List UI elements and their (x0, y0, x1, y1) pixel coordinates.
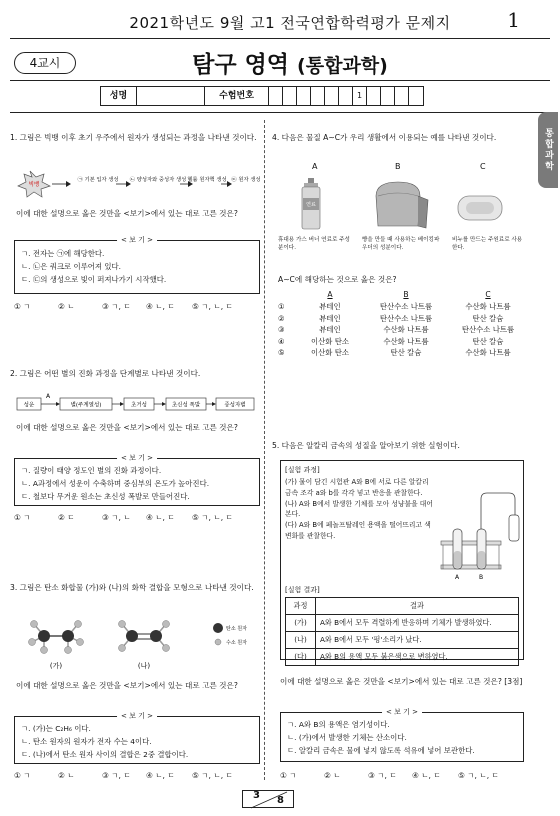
q1-stem: 1. 그림은 빅뱅 이후 초기 우주에서 원자가 생성되는 과정을 나타낸 것이다. (10, 133, 257, 142)
q2-bogi-item: ㄴ. A과정에서 성운이 수축하며 중심부의 온도가 높아진다. (21, 479, 210, 488)
q3-stem: 3. 그림은 탄소 화합물 (가)와 (나)의 화학 결합을 모형으로 나타낸 것이다. (10, 583, 254, 592)
q4-answer-cell: ⑤ (278, 348, 285, 357)
q1-option[interactable]: ① ㄱ (14, 302, 31, 311)
q5-option[interactable]: ④ ㄴ, ㄷ (412, 771, 441, 780)
q2-flow-label-3: 초신성 폭발 (171, 402, 201, 409)
q3-molecule-diagram (14, 612, 264, 672)
q5-bogi-item: ㄷ. 알칼리 금속은 물에 넣지 않도록 석유에 넣어 보관한다. (287, 746, 475, 755)
q4-answer-row[interactable] (278, 313, 528, 325)
q3-bogi-item: ㄷ. (나)에서 탄소 원자 사이의 결합은 2중 결합이다. (21, 750, 189, 759)
q4-header-b: B (403, 290, 409, 299)
exam-number-cell (283, 87, 297, 105)
q4-table-rows (278, 301, 528, 359)
soap-icon (458, 196, 502, 220)
q2-option[interactable]: ⑤ ㄱ, ㄴ, ㄷ (192, 513, 233, 522)
q3-question: 이에 대한 설명으로 옳은 것만을 <보기>에서 있는 대로 고른 것은? (16, 681, 238, 690)
q1-option[interactable]: ③ ㄱ, ㄷ (102, 302, 131, 311)
column-divider (264, 120, 265, 780)
q4-answer-cell: ② (278, 313, 285, 323)
q5-apparatus-svg (437, 489, 521, 581)
q5-result-row (286, 632, 519, 649)
exam-number-cell (297, 87, 311, 105)
q5-result-table (285, 597, 519, 666)
q4-answer-cell: 탄산 칼슘 (472, 313, 504, 323)
q4-item-caption: 휴대용 가스 버너 연료로 주성분이다. (278, 237, 350, 251)
q2-flow-arrow-label: A (45, 393, 51, 400)
q1-options (14, 301, 262, 312)
q3-bogi-item: ㄱ. (가)는 C₂H₆ 이다. (21, 724, 91, 733)
q5-result-text: A와 B에서 모두 '펑'소리가 났다. (316, 632, 519, 649)
q2-flow-svg (16, 392, 256, 414)
q2-flow-label-2: 초거성 (131, 402, 147, 409)
q1-flow-arrowhead (66, 181, 71, 187)
q5-process-step: (나) A와 B에서 발생한 기체를 모아 성냥불을 대어본다. (285, 499, 433, 519)
q4-answer-cell: 탄산수소 나트륨 (379, 313, 433, 323)
q4-header-a: A (327, 290, 333, 299)
q5-question: 이에 대한 설명으로 옳은 것만을 <보기>에서 있는 대로 고른 것은? [3점] (280, 677, 523, 686)
q4-answer-row[interactable] (278, 324, 528, 336)
body-top-rule (10, 112, 550, 113)
exam-number-cell (325, 87, 339, 105)
q5-process-step: (가) 물이 담긴 시험관 A와 B에 서로 다른 알칼리 금속 조각 a와 b를 각각 넣고 반응을 관찰한다. (285, 478, 429, 497)
q5-stem: 5. 다음은 알칼리 금속의 성질을 알아보기 위한 실험이다. (272, 441, 460, 450)
page-total: 8 (277, 795, 284, 806)
carbon-legend-icon (213, 623, 223, 633)
exam-number-cell (311, 87, 325, 105)
q4-answer-cell: 수산화 나트륨 (383, 325, 429, 334)
q2-option[interactable]: ① ㄱ (14, 513, 31, 522)
q5-result-header: 결과 (316, 598, 519, 615)
q2-option[interactable]: ④ ㄴ, ㄷ (146, 513, 175, 522)
q4-table-header (278, 290, 528, 301)
q4-item-letter: B (395, 162, 401, 171)
q2-bogi-title: < 보 기 > (117, 453, 157, 463)
q4-stem: 4. 다음은 물질 A~C가 우리 생활에서 이용되는 예를 나타낸 것이다. (272, 133, 497, 142)
q2-bogi-box (14, 454, 260, 506)
q1-option[interactable]: ④ ㄴ, ㄷ (146, 302, 175, 311)
q5-result-step: (다) (286, 649, 316, 666)
q4-item-letter: C (480, 162, 486, 171)
q3-molecule-svg (14, 612, 264, 672)
exam-number-cell (367, 87, 381, 105)
q5-option[interactable]: ⑤ ㄱ, ㄴ, ㄷ (458, 771, 499, 780)
gas-can-icon (302, 178, 320, 229)
q3-option[interactable]: ② ㄴ (58, 771, 75, 780)
q2-flow-diagram (16, 392, 256, 414)
q5-result-row (286, 649, 519, 666)
q3-bogi-title: < 보 기 > (117, 711, 157, 721)
q3-bogi-box (14, 712, 260, 764)
q5-result-step: (나) (286, 632, 316, 649)
q4-question: A~C에 해당하는 것으로 옳은 것은? (278, 275, 397, 284)
subject-title (120, 46, 460, 79)
q5-option[interactable]: ② ㄴ (324, 771, 341, 780)
q4-answer-cell: 뷰테인 (319, 325, 341, 334)
q2-bogi-item: ㄱ. 질량이 태양 정도인 별의 진화 과정이다. (21, 466, 162, 475)
session-badge: 4교시 (14, 52, 76, 74)
q1-bogi-item: ㄱ. 전자는 ㉠에 해당한다. (21, 249, 105, 258)
q4-items-svg (272, 174, 528, 234)
q4-answer-cell: 수산화 나트륨 (465, 302, 511, 311)
q1-bogi-box (14, 236, 260, 294)
q4-answer-cell: ④ (278, 336, 285, 346)
q4-answer-row[interactable] (278, 336, 528, 348)
q1-flow-diagram (10, 168, 260, 198)
q2-flow-label-1: 별(주계열성) (70, 402, 102, 409)
q5-result-title: [실험 결과] (285, 586, 320, 594)
q1-flow-label-3: 헬륨 원자핵 생성 (187, 177, 227, 183)
q5-tube-label-a: A (454, 574, 460, 581)
q5-result-row (286, 615, 519, 632)
exam-number-cell (269, 87, 283, 105)
q4-answer-cell: 수산화 나트륨 (465, 348, 511, 357)
q1-bogi-title: < 보 기 > (117, 235, 157, 245)
q4-answer-cell: 이산화 탄소 (310, 348, 350, 357)
q4-answer-cell: 뷰테인 (319, 302, 341, 311)
name-label: 성명 (101, 87, 137, 105)
ethane-model (29, 621, 84, 654)
ethene-model (119, 621, 170, 652)
exam-title: 2021학년도 9월 고1 전국연합학력평가 문제지 (129, 14, 451, 32)
page-indicator (242, 790, 294, 808)
q4-item-caption: 비누를 만드는 주원료로 사용한다. (452, 237, 523, 251)
q4-answer-cell: 수산화 나트륨 (383, 336, 429, 346)
q5-process-step: (다) A와 B에 페놀프탈레인 용액을 떨어뜨리고 색 변화를 관찰한다. (285, 521, 431, 540)
q5-option[interactable]: ① ㄱ (280, 771, 297, 780)
q2-bogi-item: ㄷ. 철보다 무거운 원소는 초신성 폭발로 만들어진다. (21, 492, 190, 501)
q4-answer-cell: 탄산 칼슘 (390, 348, 422, 357)
q1-flow-label-2: ㉡ 양성자와 중성자 생성 (129, 177, 187, 183)
page-indicator-slash (243, 791, 295, 809)
q3-option[interactable]: ④ ㄴ, ㄷ (146, 771, 175, 780)
page-number: 1 (507, 8, 520, 32)
q4-items-figure (272, 160, 528, 270)
q4-item-caption: 빵을 만들 때 사용하는 베이킹파우더의 성분이다. (362, 237, 440, 251)
q4-header-c: C (485, 290, 491, 299)
q5-process-list (285, 477, 435, 542)
exam-number-cell: 1 (353, 87, 367, 105)
q1-flow-label-0: 빅뱅 (28, 182, 40, 188)
q5-tube-label-b: B (478, 574, 484, 581)
q2-option[interactable]: ② ㄷ (58, 513, 75, 522)
q2-question: 이에 대한 설명으로 옳은 것만을 <보기>에서 있는 대로 고른 것은? (16, 423, 238, 432)
q1-option[interactable]: ② ㄴ (58, 302, 75, 311)
q2-options (14, 512, 262, 523)
exam-number-cell (339, 87, 353, 105)
q4-answer-table (278, 290, 528, 359)
exam-number-cell (409, 87, 423, 105)
q1-question: 이에 대한 설명으로 옳은 것만을 <보기>에서 있는 대로 고른 것은? (16, 209, 238, 218)
q5-result-text: A와 B의 용액 모두 붉은색으로 변하였다. (316, 649, 519, 666)
hydrogen-legend-icon (215, 639, 221, 645)
q4-answer-cell: 탄산수소 나트륨 (461, 325, 515, 334)
q3-label-na: (나) (137, 662, 151, 670)
bread-icon (376, 182, 428, 228)
q4-answer-cell: 탄산수소 나트륨 (379, 302, 433, 311)
q1-bogi-item: ㄷ. ㉢의 생성으로 빛이 퍼져나가기 시작했다. (21, 275, 167, 284)
q3-bogi-item: ㄴ. 탄소 원자의 원자가 전자 수는 4이다. (21, 737, 152, 746)
q5-result-step: (가) (286, 615, 316, 632)
subject-main: 탐구 영역 (192, 52, 290, 78)
name-field (137, 87, 205, 105)
q4-answer-cell: 이산화 탄소 (310, 336, 350, 346)
q4-answer-row[interactable] (278, 347, 528, 359)
subject-rule (10, 80, 550, 81)
q3-label-ga: (가) (49, 662, 63, 670)
q1-flow-svg (10, 168, 260, 198)
q4-answer-cell: 뷰테인 (319, 313, 341, 323)
q5-bogi-item: ㄴ. (가)에서 발생한 기체는 산소이다. (287, 733, 407, 742)
test-tube-rack-icon (441, 493, 519, 569)
q5-bogi-box (280, 708, 524, 762)
q4-answer-row[interactable] (278, 301, 528, 313)
q5-option[interactable]: ③ ㄱ, ㄷ (368, 771, 397, 780)
q4-item-letter: A (312, 162, 318, 171)
q1-option[interactable]: ⑤ ㄱ, ㄴ, ㄷ (192, 302, 233, 311)
q3-option[interactable]: ③ ㄱ, ㄷ (102, 771, 131, 780)
q1-flow-label-4: ㉢ 원자 생성 (231, 177, 260, 183)
q2-flow-label-4: 중성자별 (224, 402, 246, 409)
exam-number-cell (395, 87, 409, 105)
q4-answer-cell: 탄산 칼슘 (472, 336, 504, 346)
header-rule (10, 38, 550, 39)
q2-flow-label-0: 성운 (23, 402, 35, 409)
q3-options (14, 770, 262, 781)
gas-can-label: 연료 (306, 202, 316, 208)
q5-result-header: 과정 (286, 598, 316, 615)
q5-experiment-box (280, 460, 524, 660)
q3-legend-hydrogen: 수소 원자 (226, 640, 247, 646)
student-info-bar (100, 86, 424, 106)
q1-flow-label-1: ㉠ 기본 입자 생성 (77, 177, 119, 183)
q2-option[interactable]: ③ ㄱ, ㄴ (102, 513, 131, 522)
q4-answer-cell: ③ (278, 325, 285, 334)
q5-options (280, 770, 528, 781)
q3-legend-carbon: 탄소 원자 (226, 626, 247, 632)
subject-sub: (통합과학) (297, 55, 388, 77)
exam-number-label: 수험번호 (205, 87, 269, 105)
q2-stem: 2. 그림은 어떤 별의 진화 과정을 단계별로 나타낸 것이다. (10, 369, 201, 378)
q4-answer-cell: ① (278, 302, 285, 311)
q5-result-header-row (286, 598, 519, 615)
q5-bogi-item: ㄱ. A와 B의 용액은 염기성이다. (287, 720, 390, 729)
subject-side-tab: 통합과학 (538, 112, 558, 188)
q5-bogi-title: < 보 기 > (382, 707, 422, 717)
exam-number-cell (381, 87, 395, 105)
q1-bogi-item: ㄴ. ㉡은 쿼크로 이루어져 있다. (21, 262, 122, 271)
q5-process-title: [실험 과정] (285, 466, 320, 474)
q5-result-text: A와 B에서 모두 격렬하게 반응하며 기체가 발생하였다. (316, 615, 519, 632)
q3-option[interactable]: ① ㄱ (14, 771, 31, 780)
q3-option[interactable]: ⑤ ㄱ, ㄴ, ㄷ (192, 771, 233, 780)
page-current: 3 (253, 790, 260, 801)
